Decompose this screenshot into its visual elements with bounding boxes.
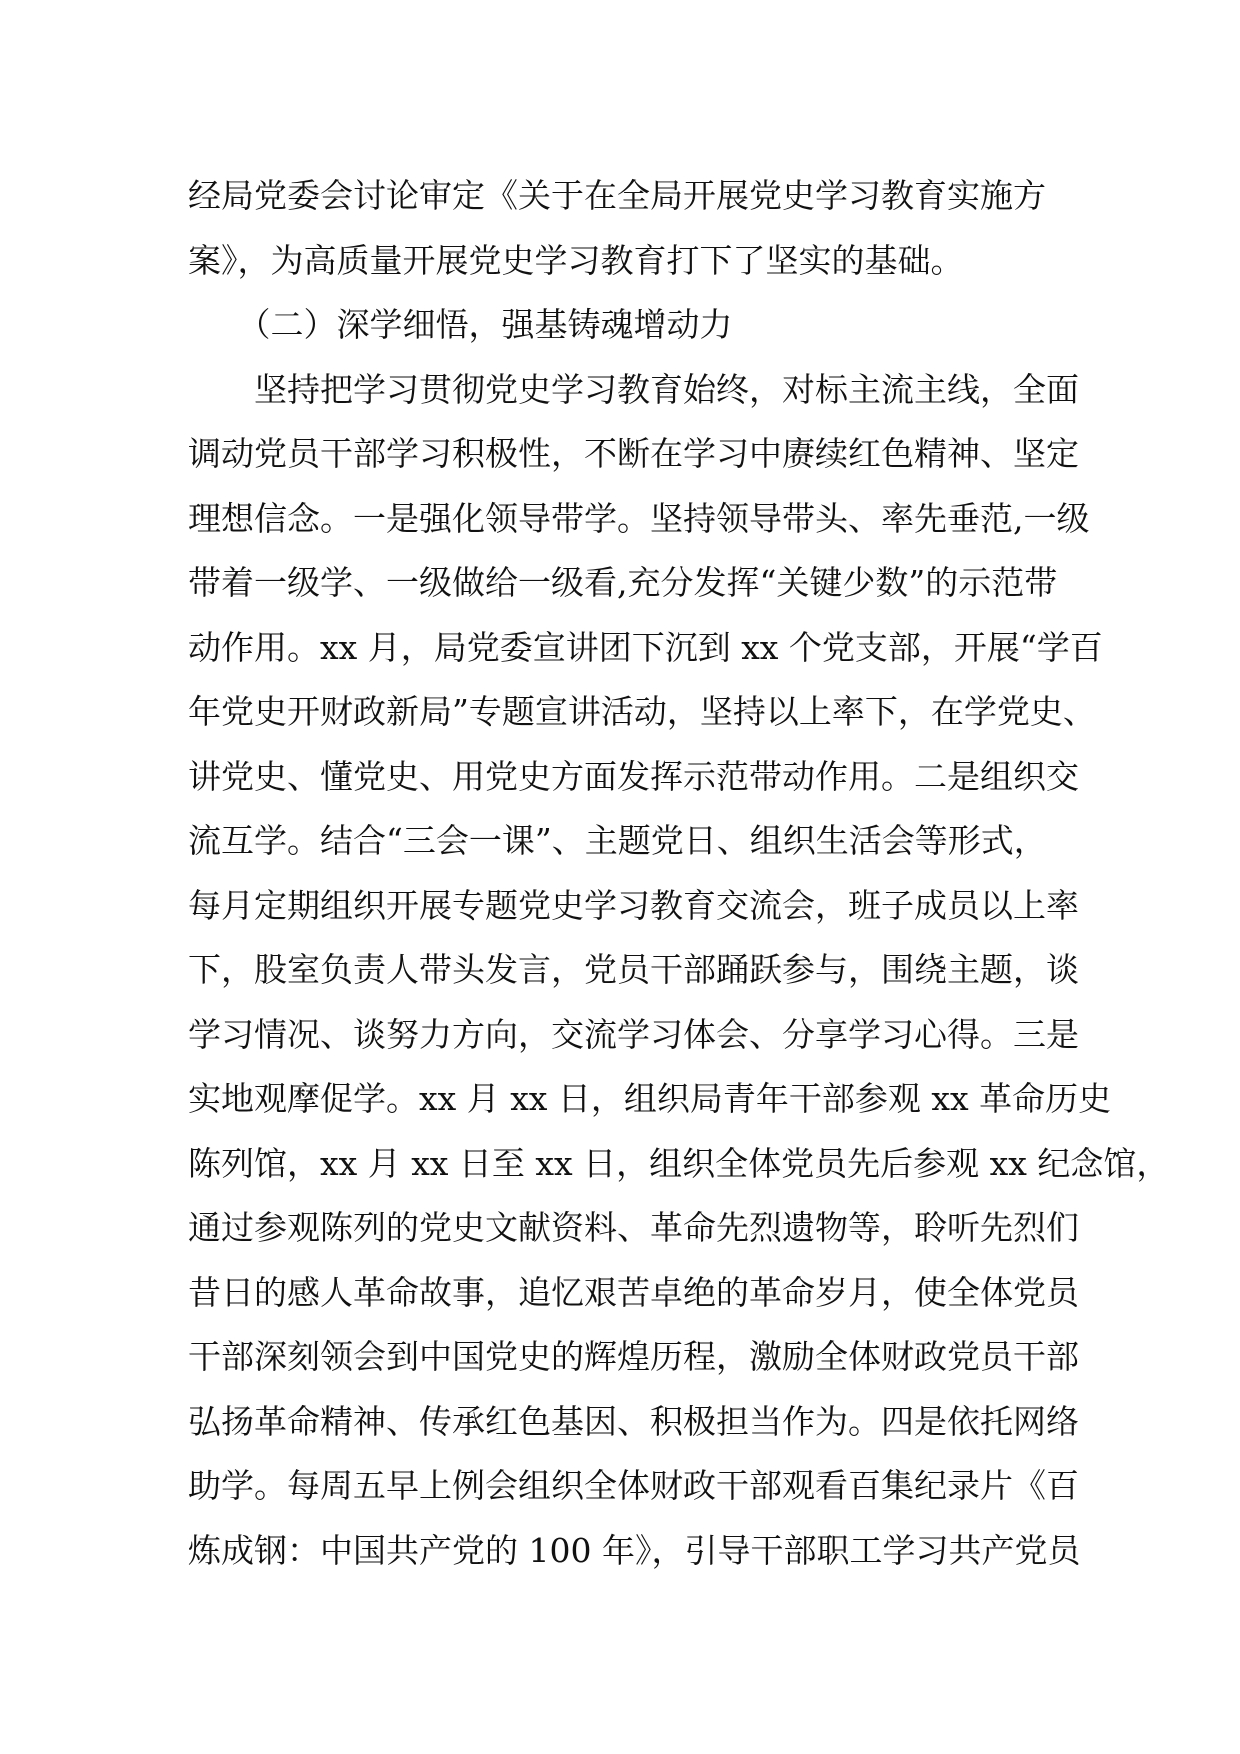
- text-line: 干部深刻领会到中国党史的辉煌历程，激励全体财政党员干部: [188, 1337, 1079, 1376]
- text-line: 陈列馆，xx 月 xx 日至 xx 日，组织全体党员先后参观 xx 纪念馆，: [188, 1143, 1170, 1183]
- text-line: 炼成钢：中国共产党的 100 年》，引导干部职工学习共产党员: [188, 1530, 1081, 1570]
- text-line: 讲党史、懂党史、用党史方面发挥示范带动作用。二是组织交: [188, 756, 1079, 796]
- text-line: 通过参观陈列的党史文献资料、革命先烈遗物等，聆听先烈们: [188, 1208, 1079, 1247]
- text-line: 年党史开财政新局”专题宣讲活动，坚持以上率下，在学党史、: [188, 692, 1096, 731]
- text-line: 理想信念。一是强化领导带学。坚持领导带头、率先垂范,一级: [188, 498, 1090, 538]
- text-line: 昔日的感人革命故事，追忆艰苦卓绝的革命岁月，使全体党员: [188, 1272, 1079, 1312]
- text-line: 动作用。xx 月，局党委宣讲团下沉到 xx 个党支部，开展“学百: [188, 627, 1103, 667]
- text-line: 实地观摩促学。xx 月 xx 日，组织局青年干部参观 xx 革命历史: [188, 1079, 1112, 1118]
- text-line: 下，股室负责人带头发言，党员干部踊跃参与，围绕主题，谈: [188, 950, 1079, 989]
- document-body: [188, 164, 1170, 1583]
- text-line: 流互学。结合“三会一课”、主题党日、组织生活会等形式，: [188, 821, 1047, 860]
- text-line: 调动党员干部学习积极性，不断在学习中赓续红色精神、坚定: [188, 434, 1079, 473]
- text-line: 每月定期组织开展专题党史学习教育交流会，班子成员以上率: [188, 885, 1079, 925]
- text-line: 案》，为高质量开展党史学习教育打下了坚实的基础。: [188, 240, 964, 280]
- text-line: 学习情况、谈努力方向，交流学习体会、分享学习心得。三是: [188, 1014, 1079, 1054]
- text-line: 助学。每周五早上例会组织全体财政干部观看百集纪录片《百: [188, 1466, 1079, 1505]
- text-line: 带着一级学、一级做给一级看,充分发挥“关键少数”的示范带: [188, 563, 1058, 602]
- text-line: 经局党委会讨论审定《关于在全局开展党史学习教育实施方: [188, 176, 1046, 215]
- section-heading: （二）深学细悟，强基铸魂增动力: [188, 305, 733, 344]
- text-line: 弘扬革命精神、传承红色基因、积极担当作为。四是依托网络: [188, 1401, 1079, 1441]
- text-line: 坚持把学习贯彻党史学习教育始终，对标主流主线，全面: [188, 369, 1079, 409]
